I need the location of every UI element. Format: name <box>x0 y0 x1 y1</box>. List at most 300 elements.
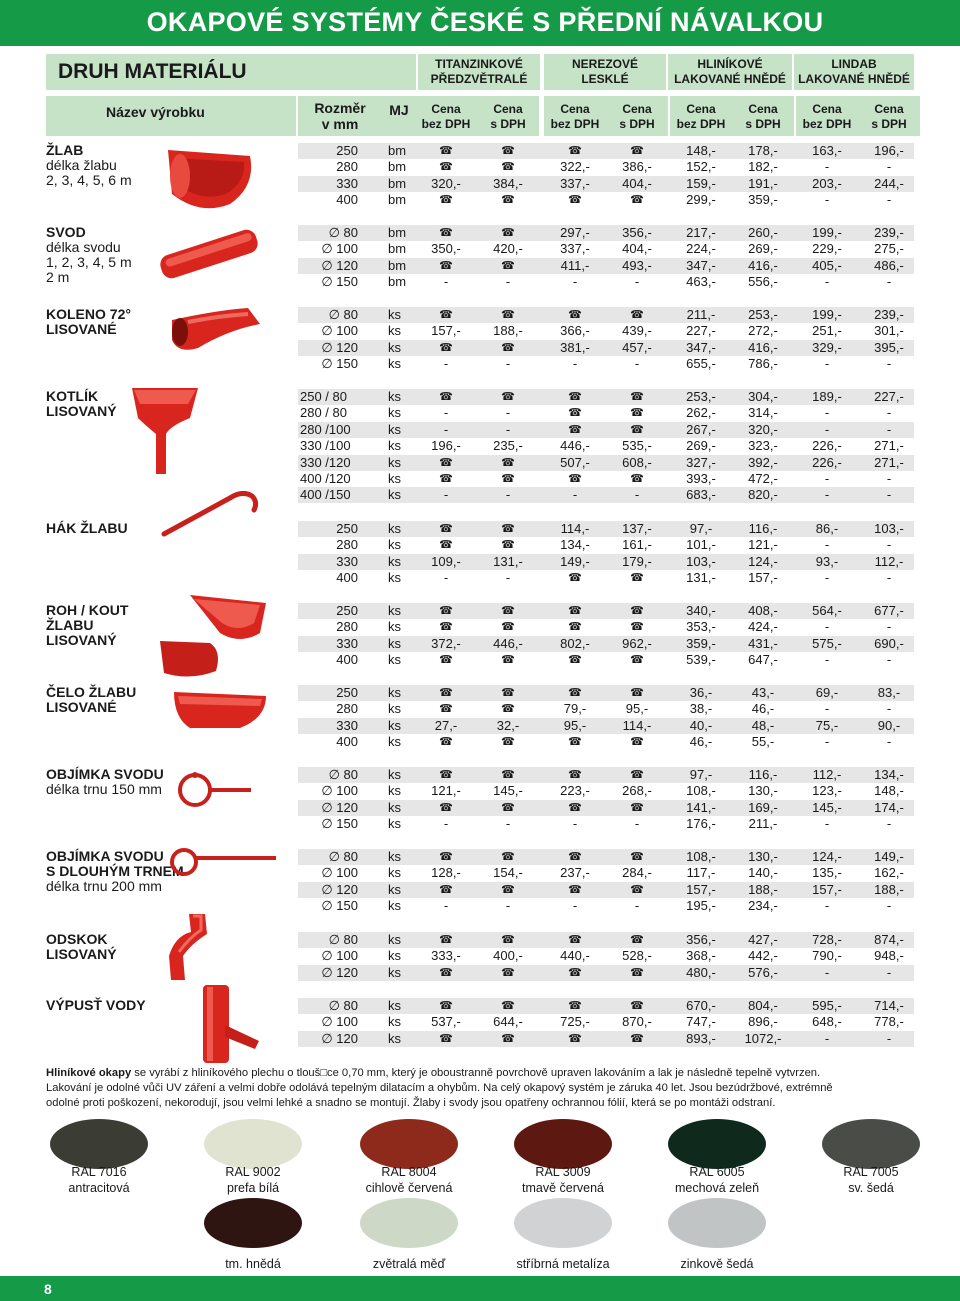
price-cell: - <box>634 356 640 372</box>
price-cell: 189,- <box>812 389 842 404</box>
section-title-line: ROH / KOUT <box>46 602 129 618</box>
section-title <box>46 998 206 1013</box>
price-cell: - <box>443 356 449 372</box>
price-cell: 340,- <box>686 603 716 618</box>
unit-cell: ks <box>388 767 401 782</box>
phone-icon: ☎ <box>568 851 582 863</box>
price-cell: 159,- <box>686 175 716 191</box>
phone-icon: ☎ <box>439 687 453 699</box>
price-cell: 141,- <box>686 799 716 815</box>
price-cell: 195,- <box>686 898 716 914</box>
price-cell: 948,- <box>874 948 904 964</box>
section-title-line: LISOVANÝ <box>46 403 117 419</box>
unit-cell: ks <box>388 421 401 437</box>
price-cell: 234,- <box>748 898 778 914</box>
phone-icon: ☎ <box>439 801 453 814</box>
price-cell: 595,- <box>812 998 842 1013</box>
phone-icon: ☎ <box>501 456 515 469</box>
bracket-image <box>173 770 253 820</box>
dimension-cell: 280 <box>336 537 358 553</box>
price-header-line: Cena <box>622 102 652 116</box>
dimension-cell: ∅ 150 <box>321 816 358 832</box>
unit-cell: ks <box>388 881 401 897</box>
price-cell: 211,- <box>686 307 716 322</box>
phone-icon: ☎ <box>439 227 453 239</box>
unit-cell: ks <box>388 553 401 569</box>
material-line: NEREZOVÉ <box>571 57 638 71</box>
price-cell: 130,- <box>748 849 778 864</box>
price-header-excl-vat <box>544 96 606 136</box>
hook-image <box>160 488 260 543</box>
price-cell: 135,- <box>812 865 842 881</box>
price-cell: 537,- <box>431 1014 461 1030</box>
material-header <box>46 54 914 90</box>
price-cell: 97,- <box>689 767 713 782</box>
price-cell: 267,- <box>686 421 716 437</box>
phone-icon: ☎ <box>501 523 515 535</box>
price-cell: 528,- <box>622 948 652 964</box>
phone-icon: ☎ <box>439 851 453 863</box>
color-code: RAL 3009 <box>535 1165 591 1179</box>
price-header-line: Cena <box>686 102 716 116</box>
price-cell: - <box>443 570 449 586</box>
price-cell: - <box>886 816 892 832</box>
color-name: zvětralá měď <box>372 1257 446 1271</box>
phone-icon: ☎ <box>630 769 644 781</box>
unit-cell: bm <box>388 257 407 273</box>
long-bracket-image <box>170 840 280 890</box>
price-cell: 683,- <box>686 487 716 503</box>
page-title: OKAPOVÉ SYSTÉMY ČESKÉ S PŘEDNÍ NÁVALKOU <box>146 7 824 37</box>
price-cell: 112,- <box>874 553 904 569</box>
price-cell: 323,- <box>748 438 778 454</box>
price-cell: 297,- <box>560 225 590 240</box>
price-cell: - <box>824 356 830 372</box>
price-cell: 251,- <box>812 323 842 339</box>
price-cell: 109,- <box>431 553 461 569</box>
color-swatch <box>514 1198 612 1248</box>
material-titanzinc <box>418 54 540 90</box>
price-cell: 314,- <box>748 405 778 421</box>
dimension-cell: ∅ 120 <box>321 799 358 815</box>
price-cell: 648,- <box>812 1014 842 1030</box>
unit-cell: ks <box>388 454 401 470</box>
dimension-cell: ∅ 80 <box>328 307 358 322</box>
price-cell: 404,- <box>622 175 652 191</box>
dimension-cell: 330 <box>336 553 358 569</box>
price-cell: - <box>824 898 830 914</box>
phone-icon: ☎ <box>439 523 453 535</box>
phone-icon: ☎ <box>439 883 453 896</box>
price-cell: 188,- <box>748 881 778 897</box>
dimension-cell: ∅ 120 <box>321 339 358 355</box>
price-cell: - <box>824 734 830 750</box>
color-label <box>188 1164 318 1196</box>
section-title-line: ODSKOK <box>46 931 108 947</box>
price-cell: 95,- <box>625 701 649 717</box>
price-header-line: Cena <box>493 102 523 116</box>
price-cell: 446,- <box>493 635 523 651</box>
price-cell: 176,- <box>686 816 716 832</box>
price-cell: 725,- <box>560 1014 590 1030</box>
phone-icon: ☎ <box>630 473 644 485</box>
dimension-cell: 250 <box>336 603 358 618</box>
color-name: zinkově šedá <box>680 1257 754 1271</box>
unit-cell: ks <box>388 635 401 651</box>
price-cell: 149,- <box>874 849 904 864</box>
color-label <box>344 1256 474 1272</box>
phone-icon: ☎ <box>439 769 453 781</box>
page-number: 8 <box>44 1281 52 1297</box>
price-cell: 384,- <box>493 175 523 191</box>
price-cell: - <box>824 405 830 421</box>
price-cell: 229,- <box>812 241 842 257</box>
price-cell: 400,- <box>493 948 523 964</box>
phone-icon: ☎ <box>501 1032 515 1045</box>
price-cell: 157,- <box>431 323 461 339</box>
phone-icon: ☎ <box>568 621 582 634</box>
price-cell: 154,- <box>493 865 523 881</box>
dimension-cell: ∅ 150 <box>321 274 358 290</box>
price-cell: 223,- <box>560 783 590 799</box>
water-outlet-image <box>185 985 265 1070</box>
material-line: LINDAB <box>831 57 877 71</box>
phone-icon: ☎ <box>630 883 644 896</box>
phone-icon: ☎ <box>568 934 582 946</box>
section-title-line: OBJÍMKA SVODU <box>46 848 164 864</box>
phone-icon: ☎ <box>439 539 453 552</box>
unit-cell: ks <box>388 570 401 586</box>
dimension-cell: ∅ 100 <box>321 783 358 799</box>
phone-icon: ☎ <box>439 966 453 979</box>
price-header-incl-vat <box>477 96 539 136</box>
price-cell: 439,- <box>622 323 652 339</box>
outlet-image <box>130 378 200 483</box>
color-name: antracitová <box>68 1181 130 1195</box>
price-cell: - <box>824 421 830 437</box>
price-cell: 116,- <box>748 767 778 782</box>
phone-icon: ☎ <box>568 966 582 979</box>
unit-cell: ks <box>388 1014 401 1030</box>
price-cell: 329,- <box>812 339 842 355</box>
color-code: RAL 9002 <box>225 1165 281 1179</box>
color-label <box>344 1164 474 1196</box>
price-cell: - <box>886 701 892 717</box>
unit-cell: ks <box>388 685 401 700</box>
price-cell: 647,- <box>748 652 778 668</box>
color-swatch <box>204 1119 302 1169</box>
color-label <box>34 1164 164 1196</box>
phone-icon: ☎ <box>501 309 515 321</box>
price-cell: 356,- <box>622 225 652 240</box>
dimension-cell: ∅ 100 <box>321 1014 358 1030</box>
price-cell: 714,- <box>874 998 904 1013</box>
price-cell: 101,- <box>686 537 716 553</box>
material-line: HLINÍKOVÉ <box>697 57 763 71</box>
phone-icon: ☎ <box>568 194 582 207</box>
price-cell: 411,- <box>560 257 590 273</box>
phone-icon: ☎ <box>630 194 644 207</box>
section-title-line: OBJÍMKA SVODU <box>46 766 164 782</box>
unit-cell: ks <box>388 799 401 815</box>
price-cell: 262,- <box>686 405 716 421</box>
phone-icon: ☎ <box>501 161 515 174</box>
product-name-header: Název výrobku <box>46 96 296 136</box>
phone-icon: ☎ <box>501 801 515 814</box>
price-cell: 359,- <box>686 635 716 651</box>
price-cell: 480,- <box>686 964 716 980</box>
price-cell: 446,- <box>560 438 590 454</box>
price-cell: 178,- <box>748 143 778 158</box>
price-cell: 1072,- <box>744 1030 782 1046</box>
price-cell: 121,- <box>748 537 778 553</box>
price-header-line: bez DPH <box>550 117 600 131</box>
unit-cell: bm <box>388 241 407 257</box>
price-cell: 32,- <box>496 717 520 733</box>
price-cell: 728,- <box>812 932 842 947</box>
price-cell: - <box>886 159 892 175</box>
price-cell: 320,- <box>431 175 461 191</box>
column-header <box>46 96 914 136</box>
price-cell: 69,- <box>815 685 839 700</box>
unit-cell: bm <box>388 192 407 208</box>
price-header-incl-vat <box>732 96 794 136</box>
price-cell: 117,- <box>686 865 716 881</box>
price-cell: 655,- <box>686 356 716 372</box>
price-cell: 576,- <box>748 964 778 980</box>
phone-icon: ☎ <box>630 605 644 617</box>
price-cell: - <box>505 898 511 914</box>
price-cell: - <box>505 816 511 832</box>
price-cell: 272,- <box>748 323 778 339</box>
price-cell: 275,- <box>874 241 904 257</box>
price-cell: 149,- <box>560 553 590 569</box>
phone-icon: ☎ <box>568 1000 582 1012</box>
section-title-line: LISOVANÝ <box>46 632 117 648</box>
phone-icon: ☎ <box>439 391 453 403</box>
price-cell: 148,- <box>874 783 904 799</box>
price-cell: - <box>824 1030 830 1046</box>
unit-cell: ks <box>388 619 401 635</box>
phone-icon: ☎ <box>630 309 644 321</box>
dimension-header-line: Rozměr <box>314 100 366 116</box>
phone-icon: ☎ <box>501 473 515 485</box>
price-header-line: Cena <box>748 102 778 116</box>
price-cell: 493,- <box>622 257 652 273</box>
price-cell: - <box>572 898 578 914</box>
unit-cell: ks <box>388 734 401 750</box>
price-cell: 486,- <box>874 257 904 273</box>
unit-cell: ks <box>388 438 401 454</box>
color-label <box>806 1164 936 1196</box>
section-title-line: SVOD <box>46 224 86 240</box>
price-cell: 424,- <box>748 619 778 635</box>
price-cell: 442,- <box>748 948 778 964</box>
phone-icon: ☎ <box>439 161 453 174</box>
dimension-cell: 400 <box>336 652 358 668</box>
price-cell: 48,- <box>751 717 775 733</box>
price-cell: - <box>886 192 892 208</box>
offset-image <box>155 912 215 987</box>
price-cell: - <box>824 159 830 175</box>
price-cell: 539,- <box>686 652 716 668</box>
dimension-cell: ∅ 100 <box>321 323 358 339</box>
price-cell: 337,- <box>560 175 590 191</box>
price-cell: 690,- <box>874 635 904 651</box>
price-header-line: s DPH <box>745 117 781 131</box>
phone-icon: ☎ <box>439 703 453 716</box>
color-label <box>498 1164 628 1196</box>
dimension-cell: ∅ 100 <box>321 865 358 881</box>
price-cell: 556,- <box>748 274 778 290</box>
unit-cell: bm <box>388 143 407 158</box>
price-cell: 112,- <box>812 767 842 782</box>
price-cell: 224,- <box>686 241 716 257</box>
price-cell: 893,- <box>686 1030 716 1046</box>
note-text: se vyrábí z hliníkového plechu o tlouš□ce 0,70 mm, který je oboustranně povrchově upraven lakováním a lak je následně tepelně vytvrzen. <box>131 1067 821 1079</box>
price-cell: - <box>505 405 511 421</box>
price-cell: - <box>824 471 830 486</box>
price-cell: 152,- <box>686 159 716 175</box>
phone-icon: ☎ <box>630 1032 644 1045</box>
unit-cell: ks <box>388 537 401 553</box>
price-cell: 644,- <box>493 1014 523 1030</box>
unit-cell: ks <box>388 405 401 421</box>
price-header-incl-vat <box>606 96 668 136</box>
price-cell: 114,- <box>560 521 590 536</box>
material-line: TITANZINKOVÉ <box>435 57 523 71</box>
color-swatch <box>204 1198 302 1248</box>
phone-icon: ☎ <box>568 473 582 485</box>
material-stainless <box>544 54 666 90</box>
phone-icon: ☎ <box>630 851 644 863</box>
price-cell: 405,- <box>812 257 842 273</box>
color-swatch <box>360 1119 458 1169</box>
price-cell: - <box>634 274 640 290</box>
price-cell: - <box>572 816 578 832</box>
phone-icon: ☎ <box>439 456 453 469</box>
price-cell: 123,- <box>812 783 842 799</box>
section-title-line: ŽLAB <box>46 142 84 158</box>
price-cell: 670,- <box>686 998 716 1013</box>
phone-icon: ☎ <box>630 621 644 634</box>
phone-icon: ☎ <box>568 736 582 749</box>
section-subtitle-line: 2 m <box>46 269 70 285</box>
price-cell: 196,- <box>431 438 461 454</box>
price-cell: - <box>572 274 578 290</box>
note-line: Lakování je odolné vůči UV záření a velmi dobře odolává tepelným dilatacím a ohybům. Na celý okapový systém je záruka 40 let. Jsou bezúdržbové, extrémně <box>46 1082 833 1094</box>
price-cell: 463,- <box>686 274 716 290</box>
price-cell: 237,- <box>560 865 590 881</box>
price-cell: 211,- <box>748 816 778 832</box>
phone-icon: ☎ <box>630 687 644 699</box>
color-label <box>498 1256 628 1272</box>
price-cell: 163,- <box>812 143 842 158</box>
unit-cell: ks <box>388 849 401 864</box>
price-cell: - <box>824 619 830 635</box>
price-cell: - <box>443 816 449 832</box>
price-cell: - <box>443 898 449 914</box>
color-code: RAL 8004 <box>381 1165 437 1179</box>
unit-cell: ks <box>388 998 401 1013</box>
section-title-line: HÁK ŽLABU <box>46 520 128 536</box>
price-cell: 747,- <box>686 1014 716 1030</box>
color-name: tmavě červená <box>522 1181 604 1195</box>
price-cell: 191,- <box>748 175 778 191</box>
price-cell: 27,- <box>434 717 458 733</box>
note-line <box>46 1066 916 1081</box>
price-cell: 36,- <box>689 685 713 700</box>
price-cell: 271,- <box>874 454 904 470</box>
price-cell: 227,- <box>686 323 716 339</box>
price-cell: - <box>505 570 511 586</box>
phone-icon: ☎ <box>568 309 582 321</box>
section-subtitle-line: délka žlabu <box>46 157 117 173</box>
phone-icon: ☎ <box>568 572 582 585</box>
price-cell: 366,- <box>560 323 590 339</box>
price-cell: 239,- <box>874 307 904 322</box>
price-cell: 46,- <box>751 701 775 717</box>
price-cell: - <box>634 487 640 503</box>
price-cell: 304,- <box>748 389 778 404</box>
phone-icon: ☎ <box>439 259 453 272</box>
price-header-line: Cena <box>812 102 842 116</box>
price-cell: - <box>634 898 640 914</box>
price-cell: 137,- <box>622 521 652 536</box>
section-subtitle-line: délka trnu 200 mm <box>46 878 162 894</box>
price-cell: - <box>824 816 830 832</box>
color-code: RAL 6005 <box>689 1165 745 1179</box>
note-bold: Hliníkové okapy <box>46 1067 132 1079</box>
unit-cell: ks <box>388 307 401 322</box>
price-cell: 381,- <box>560 339 590 355</box>
phone-icon: ☎ <box>501 736 515 749</box>
phone-icon: ☎ <box>568 1032 582 1045</box>
price-cell: - <box>824 192 830 208</box>
unit-cell: ks <box>388 323 401 339</box>
price-cell: 472,- <box>748 471 778 486</box>
phone-icon: ☎ <box>630 572 644 585</box>
unit-cell: ks <box>388 932 401 947</box>
price-cell: 301,- <box>874 323 904 339</box>
unit-cell: ks <box>388 487 401 503</box>
phone-icon: ☎ <box>568 769 582 781</box>
price-cell: - <box>886 964 892 980</box>
phone-icon: ☎ <box>568 605 582 617</box>
phone-icon: ☎ <box>501 769 515 781</box>
price-cell: 356,- <box>686 932 716 947</box>
price-cell: 161,- <box>622 537 652 553</box>
color-swatch <box>822 1119 920 1169</box>
price-cell: 368,- <box>686 948 716 964</box>
dimension-cell: 330 /120 <box>300 454 351 470</box>
price-cell: 75,- <box>815 717 839 733</box>
price-cell: 804,- <box>748 998 778 1013</box>
price-header-excl-vat <box>796 96 858 136</box>
price-cell: - <box>824 652 830 668</box>
color-swatch <box>514 1119 612 1169</box>
color-swatch <box>668 1119 766 1169</box>
price-cell: 103,- <box>686 553 716 569</box>
price-cell: 802,- <box>560 635 590 651</box>
dimension-cell: ∅ 120 <box>321 964 358 980</box>
phone-icon: ☎ <box>568 654 582 667</box>
price-cell: 179,- <box>622 553 652 569</box>
price-cell: 157,- <box>812 881 842 897</box>
dimension-cell: 400 /150 <box>300 487 351 503</box>
section-title-line: ČELO ŽLABU <box>46 684 137 700</box>
section-title-line: LISOVANÝ <box>46 946 117 962</box>
